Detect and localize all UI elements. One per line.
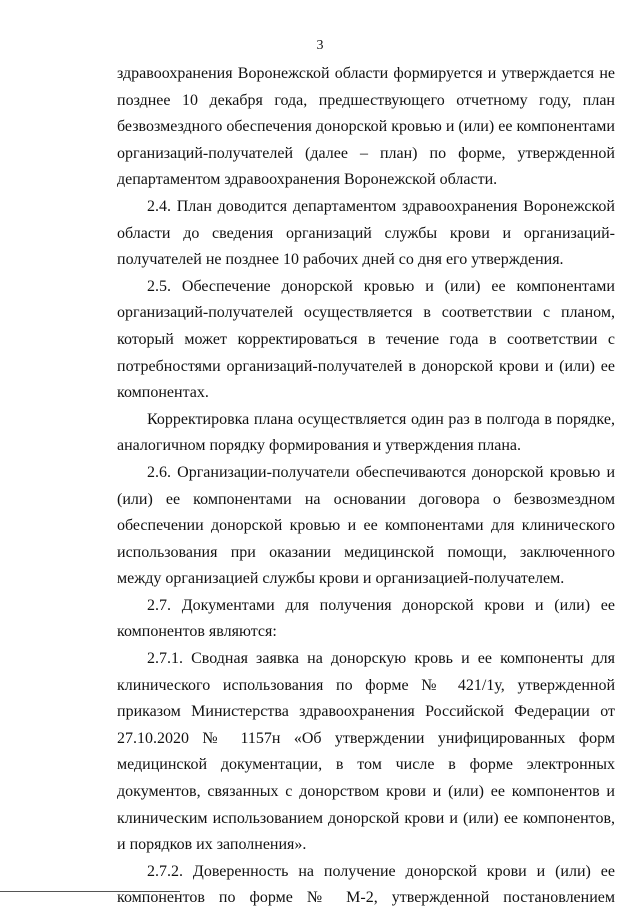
paragraph-2-7-2: 2.7.2. Доверенность на получение донорской крови и (или) ее компонентов по форме № М-2, утвержденной постановлением [117,862,615,907]
document-body [117,61,615,912]
paragraph-2-4: 2.4. План доводится департаментом здравоохранения Воронежской области до сведения организаций службы крови и организаций-получателей не позднее 10 рабочих дней со дня его утверждения. [117,197,615,269]
paragraph-plan-correction: Корректировка плана осуществляется один раз в полгода в порядке, аналогичном порядку формирования и утверждения плана. [117,410,615,455]
paragraph-2-7: 2.7. Документами для получения донорской крови и (или) ее компонентов являются: [117,596,615,641]
paragraph-2-6: 2.6. Организации-получатели обеспечиваются донорской кровью и (или) ее компонентами на основании договора о безвозмездном обеспечении донорской кровью и ее компонентами для клинического использования при оказании медицинской помощи, заключенного между организацией службы крови и организацией-получателем. [117,463,615,588]
footnote-rule [0,891,180,892]
paragraph-continuation: здравоохранения Воронежской области формируется и утверждается не позднее 10 декабря года, предшествующего отчетному году, план безвозмездного обеспечения донорской кровью и (или) ее компонентами организаций-получателей (далее – план) по форме, утвержденной департаментом здравоохранения Воронежской области. [117,65,615,189]
paragraph-2-5: 2.5. Обеспечение донорской кровью и (или) ее компонентами организаций-получателей осуществляется в соответствии с планом, который может корректироваться в течение года в соответствии с потребностями организаций-получателей в донорской крови и (или) ее компонентах. [117,277,615,402]
paragraph-2-7-1: 2.7.1. Сводная заявка на донорскую кровь и ее компоненты для клинического использования по форме № 421/1у, утвержденной приказом Министерства здравоохранения Российской Федерации от 27.10.2020 № 1157н «Об утверждении унифицированных форм медицинской документации, в том числе в форме электронных документов, связанных с донорством крови и (или) ее компонентов и клиническим использованием донорской крови и (или) ее компонентов, и порядков их заполнения». [117,650,615,854]
page-number: 3 [316,38,324,53]
